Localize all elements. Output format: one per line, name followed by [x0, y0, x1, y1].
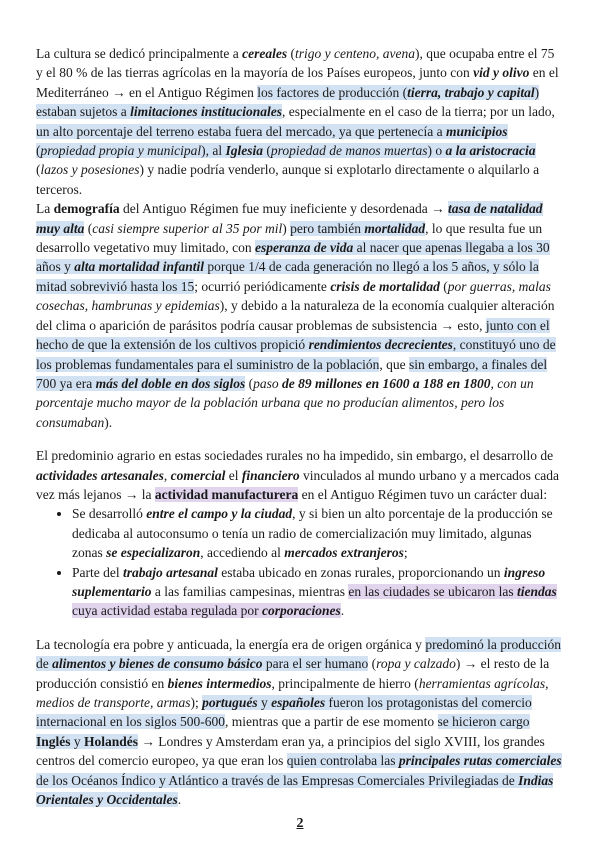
bullet-list: [36, 504, 564, 620]
list-item: • Parte del trabajo artesanal estaba ubicado en zonas rurales, proporcionando un ingreso suplementario a las familias campesinas, mientras en las ciudades se ubicaron las tiendas cuya actividad estaba regulada por corporaciones.: [72, 563, 564, 621]
list-item: • Se desarrolló entre el campo y la ciudad, y si bien un alto porcentaje de la producción se dedicaba al autoconsumo o tenía un radio de comercialización muy limitado, algunas zonas se especializaron, accediendo al mercados extranjeros;: [72, 504, 564, 562]
paragraph-technology: La tecnología era pobre y anticuada, la energía era de origen orgánica y predominó la producción de alimentos y bienes de consumo básico para el ser humano (ropa y calzado) → el resto de la producción consistió en bienes intermedios, principalmente de hierro (herramientas agrícolas, medios de transporte, armas); portugués y españoles fueron los protagonistas del comercio internacional en los siglos 500-600, mientras que a partir de ese momento se hicieron cargo Inglés y Holandés → Londres y Amsterdam eran ya, a principios del siglo XVIII, los grandes centros del comercio europeo, ya que eran los quien controlaba las principales rutas comerciales de los Océanos Índico y Atlántico a través de las Empresas Comerciales Privilegiadas de Indias Orientales y Occidentales.: [36, 636, 562, 808]
highlight-mortalidad: pero también mortalidad: [290, 220, 426, 236]
highlight-factores: los factores de producción (tierra, trabajo y capital) estaban sujetos a limitaciones institucionales: [36, 84, 540, 120]
highlight-predomino: predominó la producción de alimentos y bienes de consumo básico para el ser humano: [36, 636, 562, 672]
page-number: 2: [296, 816, 304, 831]
paragraph-artesanal: El predominio agrario en estas sociedades rurales no ha impedido, sin embargo, el desarrollo de actividades artesanales, comercial el financiero vinculados al mundo urbano y a mercados cada vez más lejanos → la actividad manufacturera en el Antiguo Régimen tuvo un carácter dual:: [36, 448, 560, 502]
highlight-esperanza: esperanza de vida al nacer que apenas llegaba a los 30 años y alta mortalidad infantil porque 1/4 de cada generación no llegó a los 5 años, y sólo la mitad sobrevivió hasta los 15: [36, 240, 550, 294]
highlight-rutas: quien controlaba las principales rutas comerciales de los Océanos Índico y Atlántico a través de las Empresas Comerciales Privilegiadas de Indias Orientales y Occidentales: [36, 753, 562, 808]
highlight-doble: sin embargo, a finales del 700 ya era más del doble en dos siglos: [36, 356, 548, 391]
highlight-ciudades: en las ciudades se ubicaron las tiendas cuya actividad estaba regulada por corporaciones: [72, 583, 557, 619]
highlight-protagonistas: portugués y españoles fueron los protagonistas del comercio internacional en los siglos 500-600: [36, 695, 532, 730]
highlight-ingles: se hicieron cargo Inglés y Holandés: [36, 714, 530, 749]
highlight-rendimientos: junto con el hecho de que la extensión de los cultivos propició rendimientos decrecientes, constituyó uno de los problemas fundamentales para el suministro de la población: [36, 317, 556, 372]
paragraph-agriculture: La cultura se dedicó principalmente a cereales (trigo y centeno, avena), que ocupaba entre el 75 y el 80 % de las tierras agrícolas en la mayoría de los Países europeos, junto con vid y olivo en el Mediterráneo → en el Antiguo Régimen los factores de producción (tierra, trabajo y capital) estaban sujetos a limitaciones institucionales, especialmente en el caso de la tierra; por un lado, un alto porcentaje del terreno estaba fuera del mercado, ya que pertenecía a municipios (propiedad propia y municipal), al Iglesia (propiedad de manos muertas) o a la aristocracia (lazos y posesiones) y nadie podría venderlo, aunque si explotarlo directamente o alquilarlo a terceros.: [36, 46, 559, 197]
paragraph-demography: La demografía del Antiguo Régimen fue muy ineficiente y desordenada → tasa de natalidad muy alta (casi siempre superior al 35 por mil) pero también mortalidad, lo que resulta fue un desarrollo vegetativo muy limitado, con esperanza de vida al nacer que apenas llegaba a los 30 años y alta mortalidad infantil porque 1/4 de cada generación no llegó a los 5 años, y sólo la mitad sobrevivió hasta los 15; ocurrió periódicamente crisis de mortalidad (por guerras, malas cosechas, hambrunas y epidemias), y debido a la naturaleza de la economía cualquier alteración del clima o aparición de parásitos podría causar problemas de subsistencia → esto, junto con el hecho de que la extensión de los cultivos propició rendimientos decrecientes, constituyó uno de los problemas fundamentales para el suministro de la población, que sin embargo, a finales del 700 ya era más del doble en dos siglos (paso de 89 millones en 1600 a 188 en 1800, con un porcentaje mucho mayor de la población urbana que no producían alimentos, pero los consumaban).: [36, 201, 556, 430]
highlight-terreno: un alto porcentaje del terreno estaba fuera del mercado, ya que pertenecía a municipios (propiedad propia y municipal), al Iglesia (propiedad de manos muertas) o a la aristocracia: [36, 123, 536, 159]
